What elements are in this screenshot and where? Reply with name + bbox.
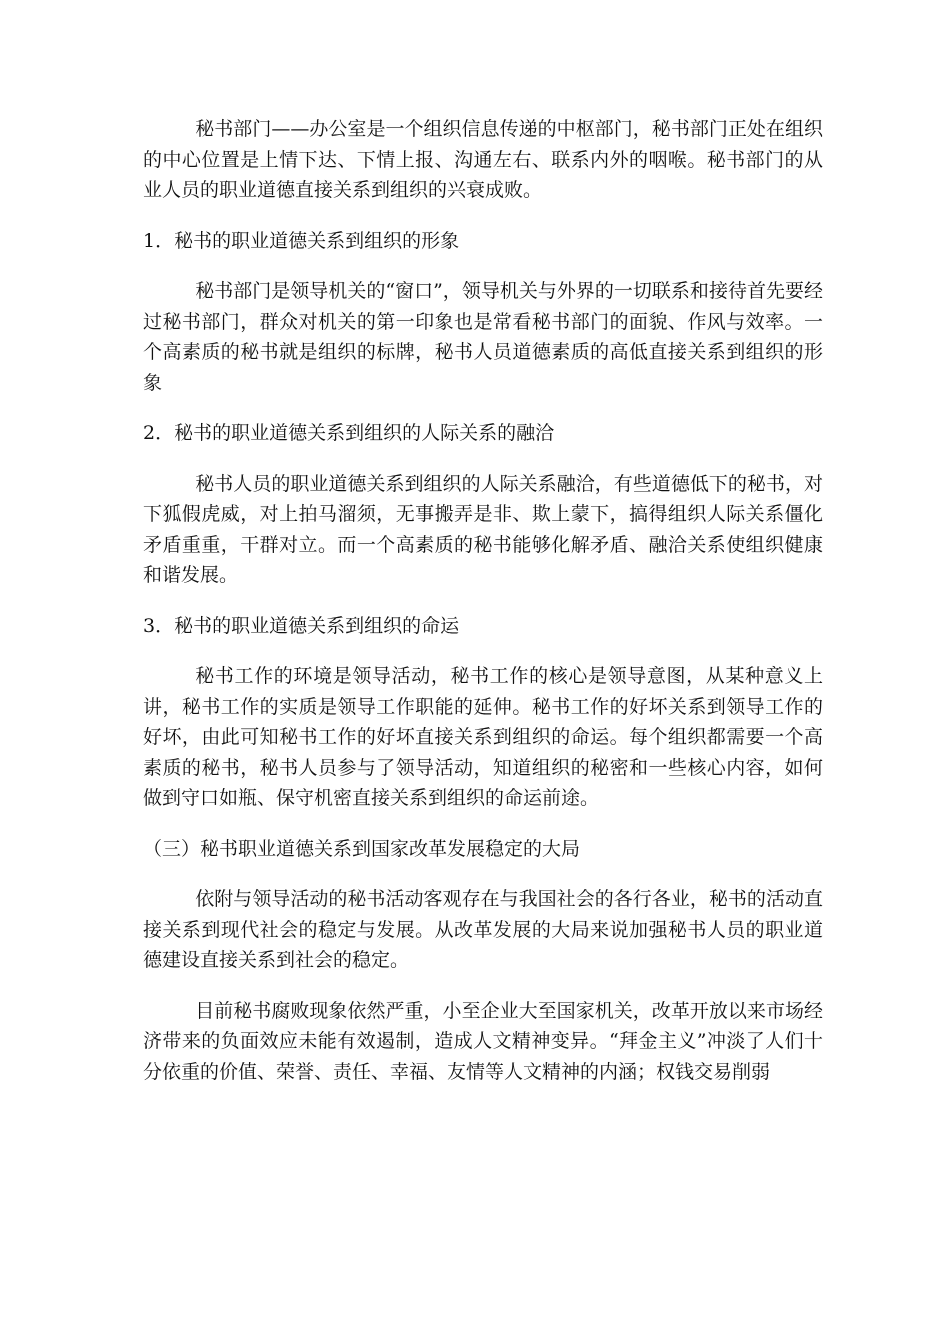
paragraph-relations: 秘书人员的职业道德关系到组织的人际关系融洽，有些道德低下的秘书，对下狐假虎威，对上拍马溜须，无事搬弄是非、欺上蒙下，搞得组织人际关系僵化矛盾重重，干群对立。而一个高素质的秘书能够化解矛盾、融洽关系使组织健康和谐发展。 bbox=[143, 472, 823, 586]
section-heading-2: 2．秘书的职业道德关系到组织的人际关系的融洽 bbox=[143, 422, 555, 444]
section-heading-3: 3．秘书的职业道德关系到组织的命运 bbox=[143, 614, 460, 637]
section-heading-three: （三）秘书职业道德关系到国家改革发展稳定的大局 bbox=[143, 837, 581, 860]
paragraph-corruption: 目前秘书腐败现象依然严重，小至企业大至国家机关，改革开放以来市场经济带来的负面效应未能有效遏制，造成人文精神变异。“拜金主义”冲淡了人们十分依重的价值、荣誉、责任、幸福、友情等人文精神的内涵；权钱交易削弱 bbox=[143, 999, 823, 1083]
paragraph-image: 秘书部门是领导机关的“窗口”，领导机关与外界的一切联系和接待首先要经过秘书部门，群众对机关的第一印象也是常看秘书部门的面貌、作风与效率。一个高素质的秘书就是组织的标牌，秘书人员道德素质的高低直接关系到组织的形象 bbox=[143, 280, 823, 394]
section-heading-1: 1．秘书的职业道德关系到组织的形象 bbox=[143, 229, 460, 252]
paragraph-destiny: 秘书工作的环境是领导活动，秘书工作的核心是领导意图，从某种意义上讲，秘书工作的实质是领导工作职能的延伸。秘书工作的好坏关系到领导工作的好坏，由此可知秘书工作的好坏直接关系到组织的命运。每个组织都需要一个高素质的秘书，秘书人员参与了领导活动，知道组织的秘密和一些核心内容，如何做到守口如瓶、保守机密直接关系到组织的命运前途。 bbox=[143, 665, 823, 809]
document-body bbox=[143, 114, 823, 1087]
paragraph-stability: 依附与领导活动的秘书活动客观存在与我国社会的各行各业，秘书的活动直接关系到现代社会的稳定与发展。从改革发展的大局来说加强秘书人员的职业道德建设直接关系到社会的稳定。 bbox=[143, 888, 823, 971]
paragraph-intro: 秘书部门——办公室是一个组织信息传递的中枢部门，秘书部门正处在组织的中心位置是上情下达、下情上报、沟通左右、联系内外的咽喉。秘书部门的从业人员的职业道德直接关系到组织的兴衰成败。 bbox=[143, 118, 823, 201]
